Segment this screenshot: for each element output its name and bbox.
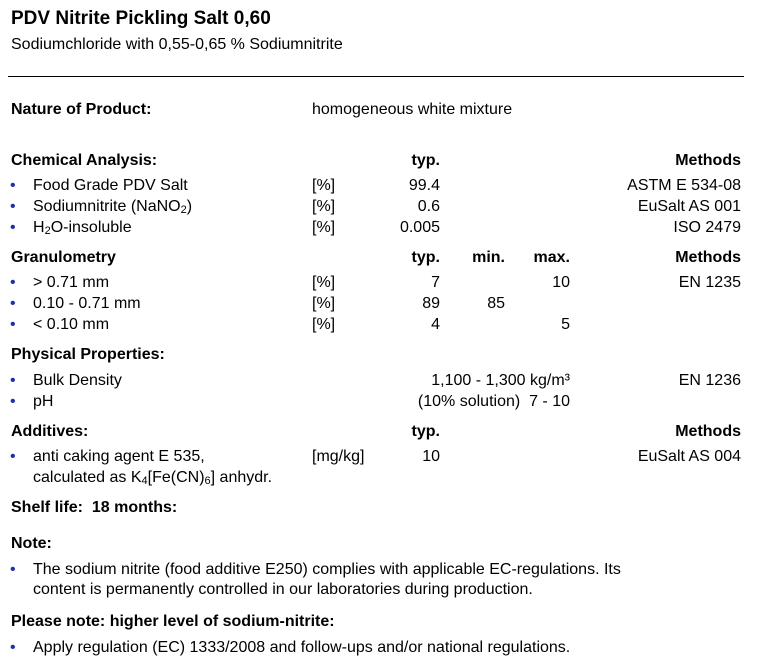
note-line-2: content is permanently controlled in our laboratories during production. <box>33 581 533 598</box>
bullet: • <box>10 639 16 656</box>
bullet: • <box>10 219 16 236</box>
gran-min-header: min. <box>472 249 505 266</box>
additive-calculation: calculated as K4[Fe(CN)6] anhydr. <box>33 469 273 487</box>
gran-row-typ: 7 <box>431 274 440 291</box>
chem-row-unit: [%] <box>312 177 336 194</box>
gran-row-unit: [%] <box>312 295 336 312</box>
additive-value: 10 <box>422 448 440 465</box>
chem-row-method: ASTM E 534-08 <box>627 177 741 194</box>
gran-row-method: EN 1235 <box>678 274 741 291</box>
chem-row-method: EuSalt AS 001 <box>637 198 741 215</box>
note-heading: Note: <box>11 535 52 552</box>
bullet: • <box>10 177 16 194</box>
bullet: • <box>10 316 16 333</box>
additives-heading: Additives: <box>11 423 89 440</box>
granulometry-heading: Granulometry <box>11 249 116 266</box>
phys-row-name: pH <box>33 393 54 410</box>
gran-row-unit: [%] <box>312 274 336 291</box>
additive-method: EuSalt AS 004 <box>637 448 741 465</box>
additives-typ-header: typ. <box>411 423 440 440</box>
gran-row-name: 0.10 - 0.71 mm <box>33 295 141 312</box>
note-line-1: The sodium nitrite (food additive E250) complies with applicable EC-regulations. Its <box>33 561 621 578</box>
page-subtitle: Sodiumchloride with 0,55-0,65 % Sodiumnitrite <box>11 36 343 53</box>
chem-row-method: ISO 2479 <box>673 219 741 236</box>
additive-unit: [mg/kg] <box>312 448 365 465</box>
divider <box>8 76 744 77</box>
nature-label: Nature of Product: <box>11 101 152 118</box>
chemical-methods-header: Methods <box>675 152 741 169</box>
gran-row-unit: [%] <box>312 316 336 333</box>
gran-methods-header: Methods <box>675 249 741 266</box>
phys-row-method: EN 1236 <box>678 372 741 389</box>
chem-row-name: Food Grade PDV Salt <box>33 177 188 194</box>
shelf-life: Shelf life: 18 months: <box>11 499 178 516</box>
bullet: • <box>10 198 16 215</box>
bullet: • <box>10 295 16 312</box>
bullet: • <box>10 274 16 291</box>
chem-row-typ: 99.4 <box>408 177 440 194</box>
phys-row-value: (10% solution) 7 - 10 <box>417 393 570 410</box>
additives-methods-header: Methods <box>675 423 741 440</box>
chem-row-typ: 0.005 <box>399 219 440 236</box>
chem-row-name: H2O-insoluble <box>33 219 132 237</box>
page-title: PDV Nitrite Pickling Salt 0,60 <box>11 8 271 29</box>
gran-row-name: < 0.10 mm <box>33 316 110 333</box>
bullet: • <box>10 372 16 389</box>
gran-row-name: > 0.71 mm <box>33 274 110 291</box>
gran-row-max: 5 <box>561 316 570 333</box>
chem-row-unit: [%] <box>312 198 336 215</box>
please-note-heading: Please note: higher level of sodium-nitrite: <box>11 613 335 630</box>
gran-row-max: 10 <box>552 274 570 291</box>
gran-row-min: 85 <box>487 295 505 312</box>
chemical-heading: Chemical Analysis: <box>11 152 158 169</box>
chem-row-typ: 0.6 <box>417 198 440 215</box>
bullet: • <box>10 561 16 578</box>
physical-heading: Physical Properties: <box>11 346 165 363</box>
chem-row-unit: [%] <box>312 219 336 236</box>
gran-typ-header: typ. <box>411 249 440 266</box>
bullet: • <box>10 448 16 465</box>
gran-row-typ: 89 <box>422 295 440 312</box>
additive-name: anti caking agent E 535, <box>33 448 205 465</box>
bullet: • <box>10 393 16 410</box>
chemical-typ-header: typ. <box>411 152 440 169</box>
chem-row-name: Sodiumnitrite (NaNO2) <box>33 198 193 216</box>
gran-row-typ: 4 <box>431 316 440 333</box>
nature-value: homogeneous white mixture <box>312 101 513 118</box>
gran-max-header: max. <box>533 249 570 266</box>
phys-row-name: Bulk Density <box>33 372 122 389</box>
phys-row-value: 1,100 - 1,300 kg/m³ <box>431 372 570 389</box>
please-note-line: Apply regulation (EC) 1333/2008 and follow-ups and/or national regulations. <box>33 639 571 656</box>
